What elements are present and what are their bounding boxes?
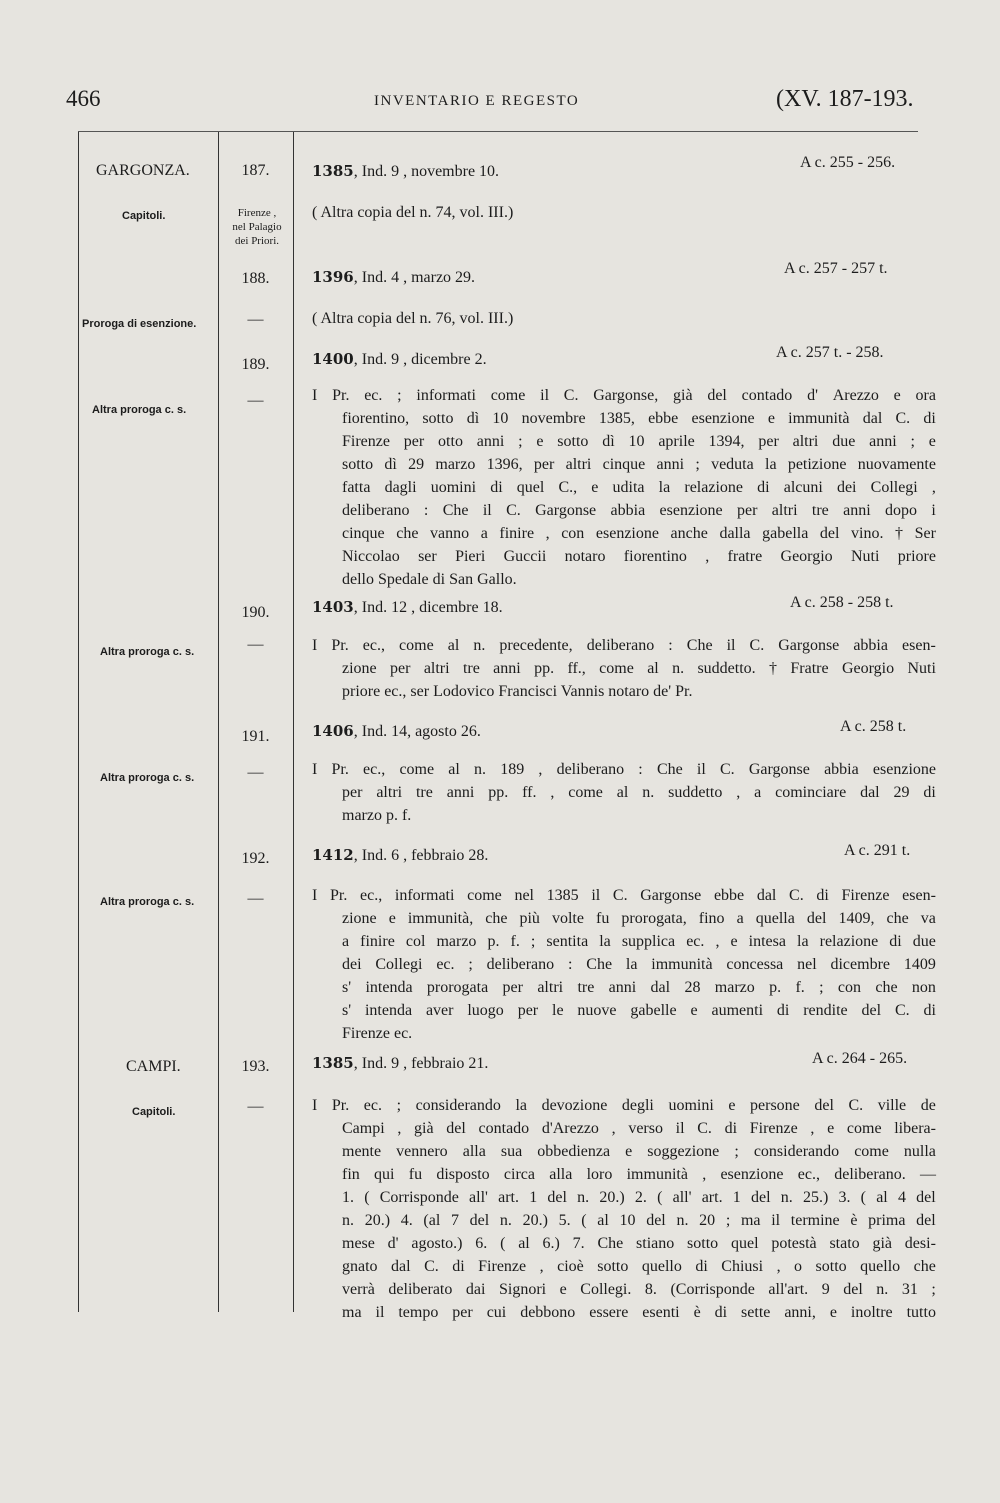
place-note: Firenze , nel Palagio dei Priori.	[232, 207, 282, 247]
side-label-altra-proroga: Altra proroga c. s.	[92, 404, 187, 416]
entry-text: I Pr. ec. ; informati come il C. Gargonse, già del contado d' Arezzo e ora fiorentino, sotto dì 10 novembre 1385, ebbe esenzione e immunità dal C. di Firenze per otto anni ; e sotto dì 10 aprile 1394, per altri due anni ; e sotto dì 29 marzo 1396, per altri cinque anni ; veduta la petizione nuovamente fatta dagli uomini di quel C., e udita la relazione di alcuni dei Collegi , deliberano : Che il C. Gargonse abbia esenzione per altri tre anni dopo i cinque che vanno a finire , con esenzione anche dalla gabella del vino. † Ser Niccolao ser Pieri Guccii notaro fiorentino , fratre Georgio Nuti priore dello Spedale di San Gallo.	[312, 387, 936, 588]
folio-reference: A c. 258 - 258 t.	[790, 594, 894, 611]
section-gargonza: GARGONZA.	[96, 162, 190, 179]
entry-text: I Pr. ec., come al n. precedente, deliberano : Che il C. Gargonse abbia esen- zione per altri tre anni pp. ff., come al n. suddetto. † Fratre Georgio Nuti priore ec., ser Lodovico Francisci Vannis notaro de' Pr.	[312, 637, 936, 700]
entry-dash: —	[247, 392, 264, 409]
side-label-altra-proroga: Altra proroga c. s.	[100, 896, 195, 908]
entry-heading: 1396, Ind. 4 , marzo 29.	[312, 268, 476, 286]
side-label-capitoli: Capitoli.	[132, 1106, 176, 1118]
folio-reference: A c. 257 t. - 258.	[776, 344, 884, 361]
entry-dash: —	[247, 764, 264, 781]
folio-reference: A c. 255 - 256.	[800, 154, 896, 171]
running-title: INVENTARIO E REGESTO	[374, 93, 580, 109]
entry-heading: 1400, Ind. 9 , dicembre 2.	[312, 350, 487, 368]
section-campi: CAMPI.	[126, 1058, 181, 1075]
entry-number: 188.	[241, 270, 270, 287]
folio-reference: A c. 257 - 257 t.	[784, 260, 888, 277]
entry-year: 1385	[312, 162, 354, 180]
entry-dash: —	[247, 311, 264, 328]
entry-year: 1412	[312, 846, 354, 864]
entry-year: 1385	[312, 1054, 354, 1072]
entry-dash: —	[247, 890, 264, 907]
folio-reference: A c. 264 - 265.	[812, 1050, 908, 1067]
entry-text: I Pr. ec., come al n. 189 , deliberano : Che il C. Gargonse abbia esenzione per altri tre anni pp. ff. , come al n. suddetto , a cominciare dal 29 di marzo p. f.	[312, 761, 936, 824]
side-label-proroga: Proroga di esenzione.	[82, 318, 197, 330]
column-rule-middle	[218, 132, 219, 1312]
entry-dash: —	[247, 636, 264, 653]
entry-year: 1400	[312, 350, 354, 368]
entry-heading: 1403, Ind. 12 , dicembre 18.	[312, 598, 503, 616]
entry-heading: 1406, Ind. 14, agosto 26.	[312, 722, 481, 740]
entry-year: 1396	[312, 268, 354, 286]
side-label-altra-proroga: Altra proroga c. s.	[100, 772, 195, 784]
entry-text: I Pr. ec. ; considerando la devozione degli uomini e persone del C. ville de Campi , già del contado d'Arezzo , verso il C. di Firenze , e come libera- mente vennero alla sua obbedienza e soggezione ; considerando come nulla fin qui fu disposto circa alla loro immunità , esenzione ec., deliberano. — 1. ( Corrisponde all' art. 1 del n. 20.) 2. ( all' art. 1 del n. 25.) 3. ( al 4 del n. 20.) 4. (al 7 del n. 20.) 5. ( al 10 del n. 20 ; ma il termine è prima del mese d' agosto.) 6. ( al 6.) 7. Che stiano sotto quel potestà stato già desi- gnato dal C. di Firenze , cioè sotto quello di Chiusi , o sotto quello che verrà deliberato dai Signori e Collegi. 8. (Corrisponde all'art. 9 del n. 31 ; ma il tempo per cui debbono essere esenti è di sette anni, e inoltre tutto	[312, 1097, 936, 1321]
column-rule-right	[293, 132, 294, 1312]
entry-year: 1406	[312, 722, 354, 740]
column-rule-left	[78, 132, 79, 1312]
page-number: 466	[66, 86, 101, 111]
entry-heading: 1385, Ind. 9 , febbraio 21.	[312, 1054, 489, 1072]
folio-reference: A c. 291 t.	[844, 842, 911, 859]
entry-year: 1403	[312, 598, 354, 616]
copy-note: ( Altra copia del n. 74, vol. III.)	[312, 204, 514, 221]
folio-reference: A c. 258 t.	[840, 718, 907, 735]
entry-number: 191.	[241, 728, 270, 745]
side-label-capitoli: Capitoli.	[122, 210, 166, 222]
copy-note: ( Altra copia del n. 76, vol. III.)	[312, 310, 514, 327]
entry-number: 187.	[241, 162, 270, 179]
entry-heading: 1412, Ind. 6 , febbraio 28.	[312, 846, 489, 864]
header-rule	[78, 131, 918, 132]
entry-number: 189.	[241, 356, 270, 373]
entry-dash: —	[247, 1098, 264, 1115]
entry-number: 192.	[241, 850, 270, 867]
side-label-altra-proroga: Altra proroga c. s.	[100, 646, 195, 658]
entry-number: 190.	[241, 604, 270, 621]
entry-number: 193.	[241, 1058, 270, 1075]
entry-heading: 1385, Ind. 9 , novembre 10.	[312, 162, 500, 180]
entry-range: (XV. 187-193.	[776, 86, 914, 112]
entry-text: I Pr. ec., informati come nel 1385 il C. Gargonse ebbe dal C. di Firenze esen- zione e immunità, che più volte fu prorogata, fino a quella del 1409, che va a finire col marzo p. f. ; sentita la supplica ec. , e intesa la relazione di due dei Collegi ec. ; deliberano : Che la immunità concessa nel dicembre 1409 s' intenda prorogata per altri tre anni dal 28 marzo p. f. ; con che non s' intenda aver luogo per le nuove gabelle e aumenti di rendite del C. di Firenze ec.	[312, 887, 936, 1042]
